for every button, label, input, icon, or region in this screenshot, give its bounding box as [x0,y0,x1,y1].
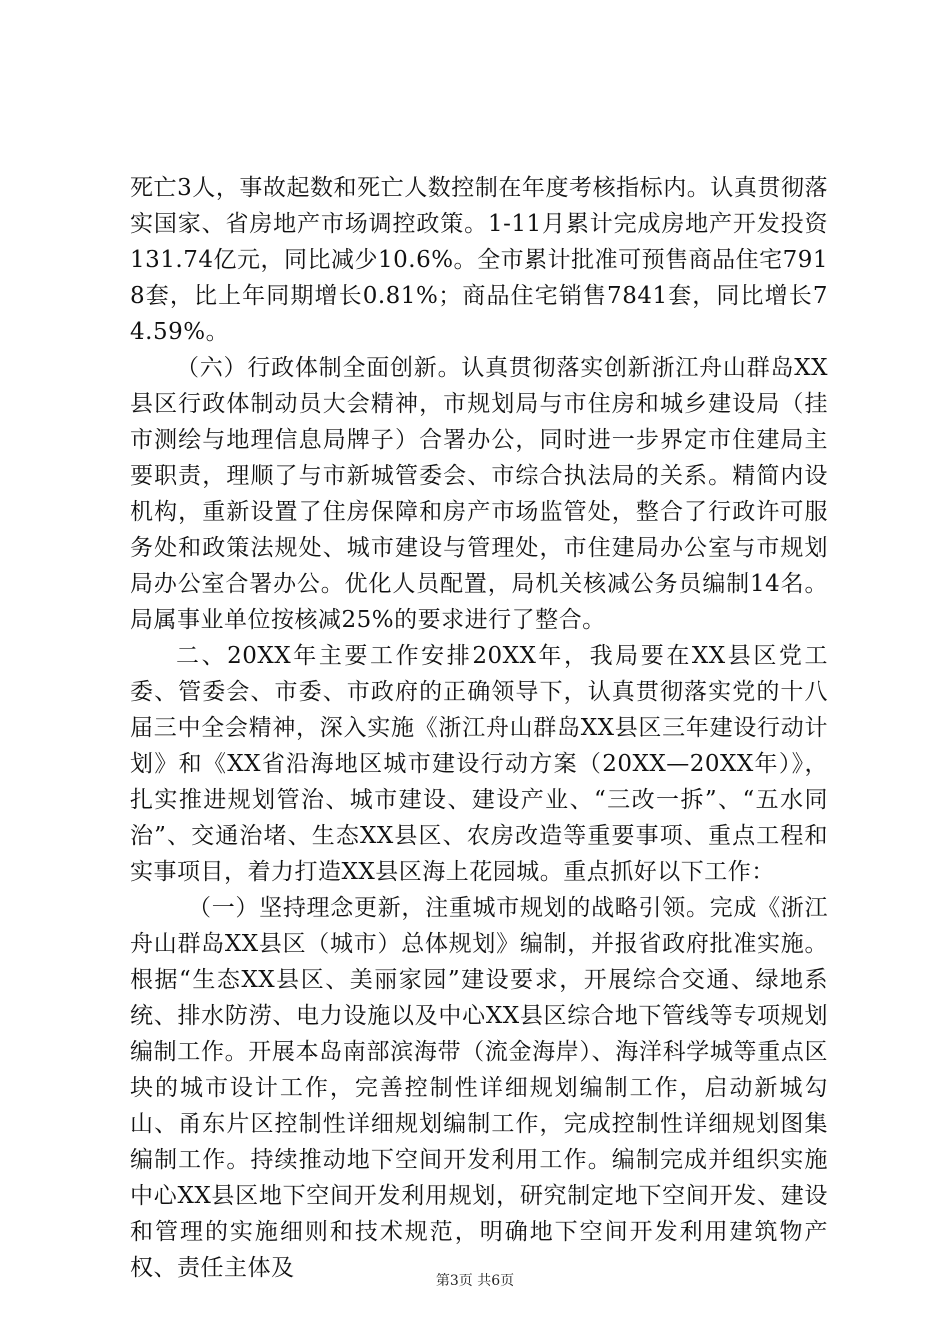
page-number: 第3页 共6页 [435,1273,515,1289]
paragraph-safety-and-real-estate: 死亡3人，事故起数和死亡人数控制在年度考核指标内。认真贯彻落实国家、省房地产市场调控政策。1-11月累计完成房地产开发投资131.74亿元，同比减少10.6%。全市累计批准可预售商品住宅7918套，比上年同期增长0.81%；商品住宅销售7841套，同比增长74.59%。 [130,175,828,345]
paragraph-administrative-reform: （六）行政体制全面创新。认真贯彻落实创新浙江舟山群岛XX县区行政体制动员大会精神，市规划局与市住房和城乡建设局（挂市测绘与地理信息局牌子）合署办公，同时进一步界定市住建局主要职责，理顺了与市新城管委会、市综合执法局的关系。精简内设机构，重新设置了住房保障和房产市场监管处，整合了行政许可服务处和政策法规处、城市建设与管理处，市住建局办公室与市规划局办公室合署办公。优化人员配置，局机关核减公务员编制14名。局属事业单位按核减25%的要求进行了整合。 [130,355,828,633]
paragraph-urban-planning: （一）坚持理念更新，注重城市规划的战略引领。完成《浙江舟山群岛XX县区（城市）总体规划》编制，并报省政府批准实施。根据“生态XX县区、美丽家园”建设要求，开展综合交通、绿地系统、排水防涝、电力设施以及中心XX县区综合地下管线等专项规划编制工作。开展本岛南部滨海带（流金海岸）、海洋科学城等重点区块的城市设计工作，完善控制性详细规划编制工作，启动新城勾山、甬东片区控制性详细规划编制工作，完成控制性详细规划图集编制工作。持续推动地下空间开发利用工作。编制完成并组织实施中心XX县区地下空间开发利用规划，研究制定地下空间开发、建设和管理的实施细则和技术规范，明确地下空间开发利用建筑物产权、责任主体及 [130,895,828,1281]
document-body [130,170,828,1286]
paragraph-work-plan: 二、20XX年主要工作安排20XX年，我局要在XX县区党工委、管委会、市委、市政府的正确领导下，认真贯彻落实党的十八届三中全会精神，深入实施《浙江舟山群岛XX县区三年建设行动计划》和《XX省沿海地区城市建设行动方案（20XX—20XX年）》，扎实推进规划管治、城市建设、建设产业、“三改一拆”、“五水同治”、交通治堵、生态XX县区、农房改造等重要事项、重点工程和实事项目，着力打造XX县区海上花园城。重点抓好以下工作： [130,643,828,885]
